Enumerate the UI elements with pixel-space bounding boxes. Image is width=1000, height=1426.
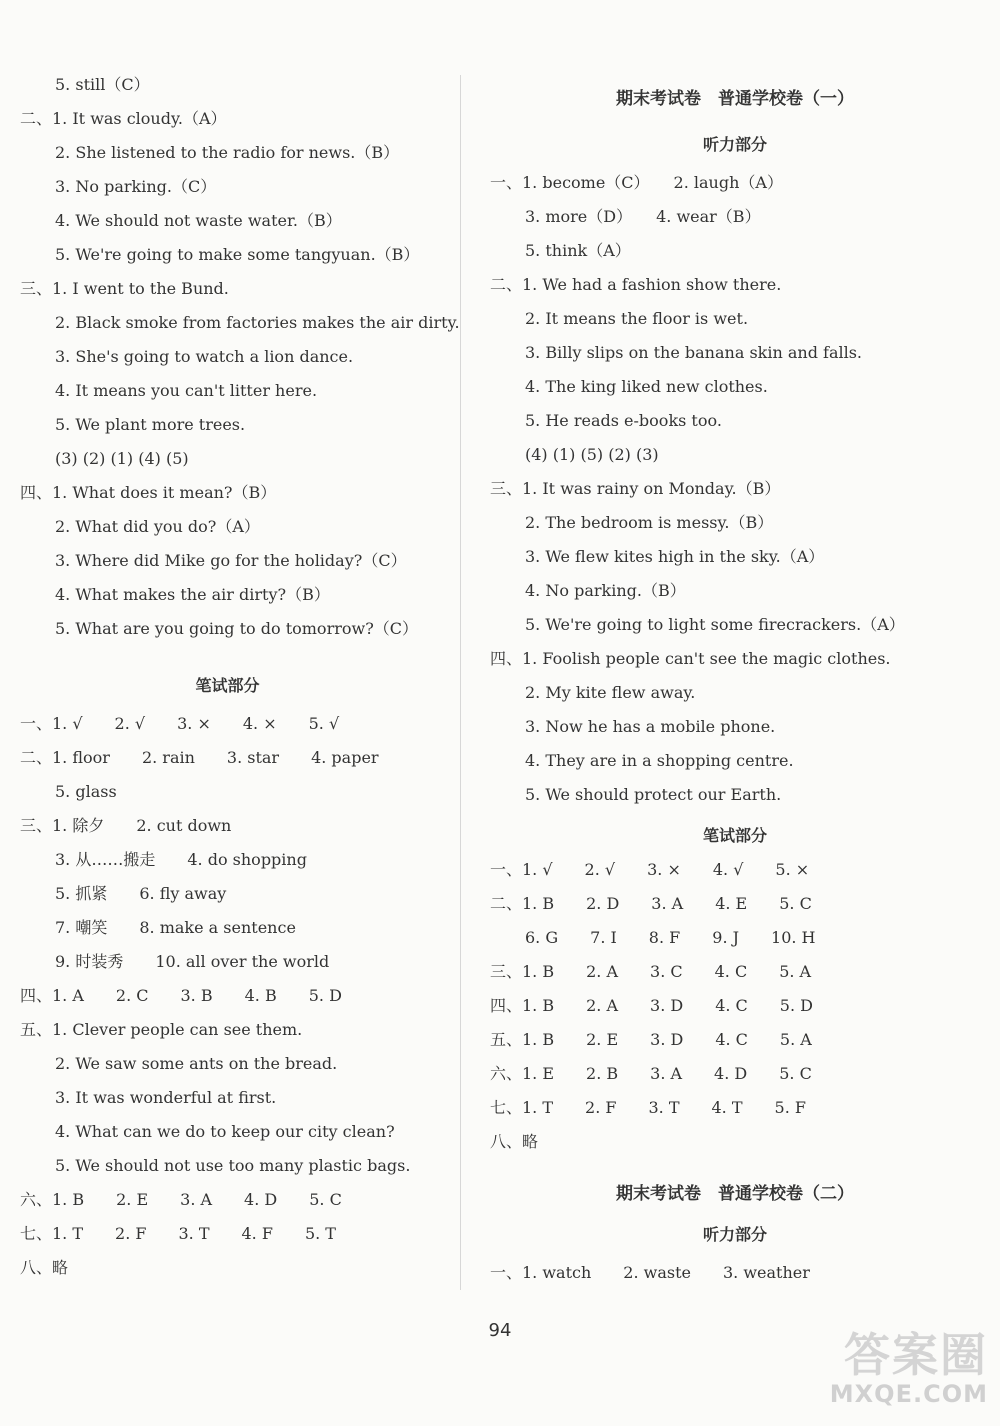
answer-line: 二、1. We had a fashion show there.	[490, 275, 782, 294]
section-heading: 听力部分	[702, 1225, 767, 1244]
answer-line: 4. No parking.（B）	[525, 581, 686, 600]
answer-line: 三、1. B 2. A 3. C 4. C 5. A	[490, 962, 812, 981]
answer-line: 5. We plant more trees.	[55, 415, 246, 434]
answer-line: 4. It means you can't litter here.	[55, 381, 318, 400]
answer-line: 5. We should protect our Earth.	[525, 785, 782, 804]
section-heading: 听力部分	[702, 135, 767, 154]
answer-line: 7. 嘲笑 8. make a sentence	[55, 918, 296, 937]
answer-line: 3. Now he has a mobile phone.	[525, 717, 776, 736]
section-heading: 期末考试卷 普通学校卷（一）	[616, 89, 854, 109]
answer-line: 4. What makes the air dirty?（B）	[55, 585, 330, 604]
answer-line: 3. more（D） 4. wear（B）	[525, 207, 761, 226]
answer-line: 八、略	[490, 1132, 539, 1151]
answer-line: 二、1. It was cloudy.（A）	[20, 109, 227, 128]
answer-line: (4) (1) (5) (2) (3)	[525, 445, 659, 464]
answer-line: 六、1. B 2. E 3. A 4. D 5. C	[20, 1190, 342, 1209]
section-heading: 期末考试卷 普通学校卷（二）	[616, 1184, 854, 1204]
answer-line: 2. She listened to the radio for news.（B）	[55, 143, 400, 162]
answer-line: 4. We should not waste water.（B）	[55, 211, 342, 230]
answer-line: 5. What are you going to do tomorrow?（C）	[55, 619, 419, 638]
answer-line: 6. G 7. I 8. F 9. J 10. H	[525, 928, 816, 947]
watermark-logo	[830, 1330, 988, 1408]
answer-line: 3. She's going to watch a lion dance.	[55, 347, 354, 366]
answer-line: 5. glass	[55, 782, 117, 801]
answer-line: 2. Black smoke from factories makes the air dirty.	[55, 313, 460, 332]
answer-line: 六、1. E 2. B 3. A 4. D 5. C	[490, 1064, 812, 1083]
answer-line: 七、1. T 2. F 3. T 4. T 5. F	[490, 1098, 806, 1117]
answer-line: 2. The bedroom is messy.（B）	[525, 513, 774, 532]
answer-line: 一、1. √ 2. √ 3. × 4. × 5. √	[20, 714, 340, 733]
answer-line: 三、1. 除夕 2. cut down	[20, 816, 232, 835]
answer-line: 3. Billy slips on the banana skin and falls.	[525, 343, 863, 362]
watermark-sub: MXQE.COM	[829, 1380, 988, 1408]
answer-line: 一、1. become（C） 2. laugh（A）	[490, 173, 783, 192]
page-number: 94	[488, 1320, 512, 1341]
answer-line: 5. We're going to light some firecrackers.（A）	[525, 615, 905, 634]
section-heading: 笔试部分	[702, 826, 767, 845]
section-heading: 笔试部分	[195, 676, 260, 695]
answer-line: 3. It was wonderful at first.	[55, 1088, 277, 1107]
answer-line: 四、1. What does it mean?（B）	[20, 483, 277, 502]
answer-line: 5. think（A）	[525, 241, 631, 260]
answer-line: 2. What did you do?（A）	[55, 517, 260, 536]
answer-line: 三、1. It was rainy on Monday.（B）	[490, 479, 781, 498]
answer-line: 3. Where did Mike go for the holiday?（C）	[55, 551, 407, 570]
answer-line: 5. We're going to make some tangyuan.（B）	[55, 245, 420, 264]
answer-line: 2. It means the floor is wet.	[525, 309, 749, 328]
answer-line: 3. We flew kites high in the sky.（A）	[525, 547, 825, 566]
answer-line: 5. 抓紧 6. fly away	[55, 884, 227, 903]
answer-line: 9. 时装秀 10. all over the world	[55, 952, 330, 971]
answer-line: 4. What can we do to keep our city clean?	[55, 1122, 395, 1141]
answer-line: 一、1. watch 2. waste 3. weather	[490, 1263, 810, 1282]
answer-line: 3. 从……搬走 4. do shopping	[55, 850, 307, 869]
answer-line: 5. He reads e-books too.	[525, 411, 722, 430]
watermark-main: 答案圈	[844, 1328, 988, 1382]
answer-line: 2. My kite flew away.	[525, 683, 696, 702]
answer-line: 七、1. T 2. F 3. T 4. F 5. T	[20, 1224, 336, 1243]
answer-line: 四、1. Foolish people can't see the magic clothes.	[490, 649, 891, 668]
answer-line: 四、1. A 2. C 3. B 4. B 5. D	[20, 986, 342, 1005]
answer-line: 4. The king liked new clothes.	[525, 377, 768, 396]
answer-line: 五、1. B 2. E 3. D 4. C 5. A	[490, 1030, 812, 1049]
answer-line: 四、1. B 2. A 3. D 4. C 5. D	[490, 996, 813, 1015]
answer-line: 八、略	[20, 1258, 69, 1277]
answer-line: 3. No parking.（C）	[55, 177, 217, 196]
answer-line: 一、1. √ 2. √ 3. × 4. √ 5. ×	[490, 860, 810, 879]
answer-line: 5. still（C）	[55, 75, 150, 94]
answer-line: 三、1. I went to the Bund.	[20, 279, 229, 298]
answer-line: 五、1. Clever people can see them.	[20, 1020, 303, 1039]
answer-line: 5. We should not use too many plastic bags.	[55, 1156, 411, 1175]
answer-line: (3) (2) (1) (4) (5)	[55, 449, 189, 468]
answer-line: 二、1. B 2. D 3. A 4. E 5. C	[490, 894, 812, 913]
column-divider	[460, 75, 461, 1290]
answer-line: 2. We saw some ants on the bread.	[55, 1054, 338, 1073]
answer-line: 二、1. floor 2. rain 3. star 4. paper	[20, 748, 379, 767]
answer-line: 4. They are in a shopping centre.	[525, 751, 794, 770]
